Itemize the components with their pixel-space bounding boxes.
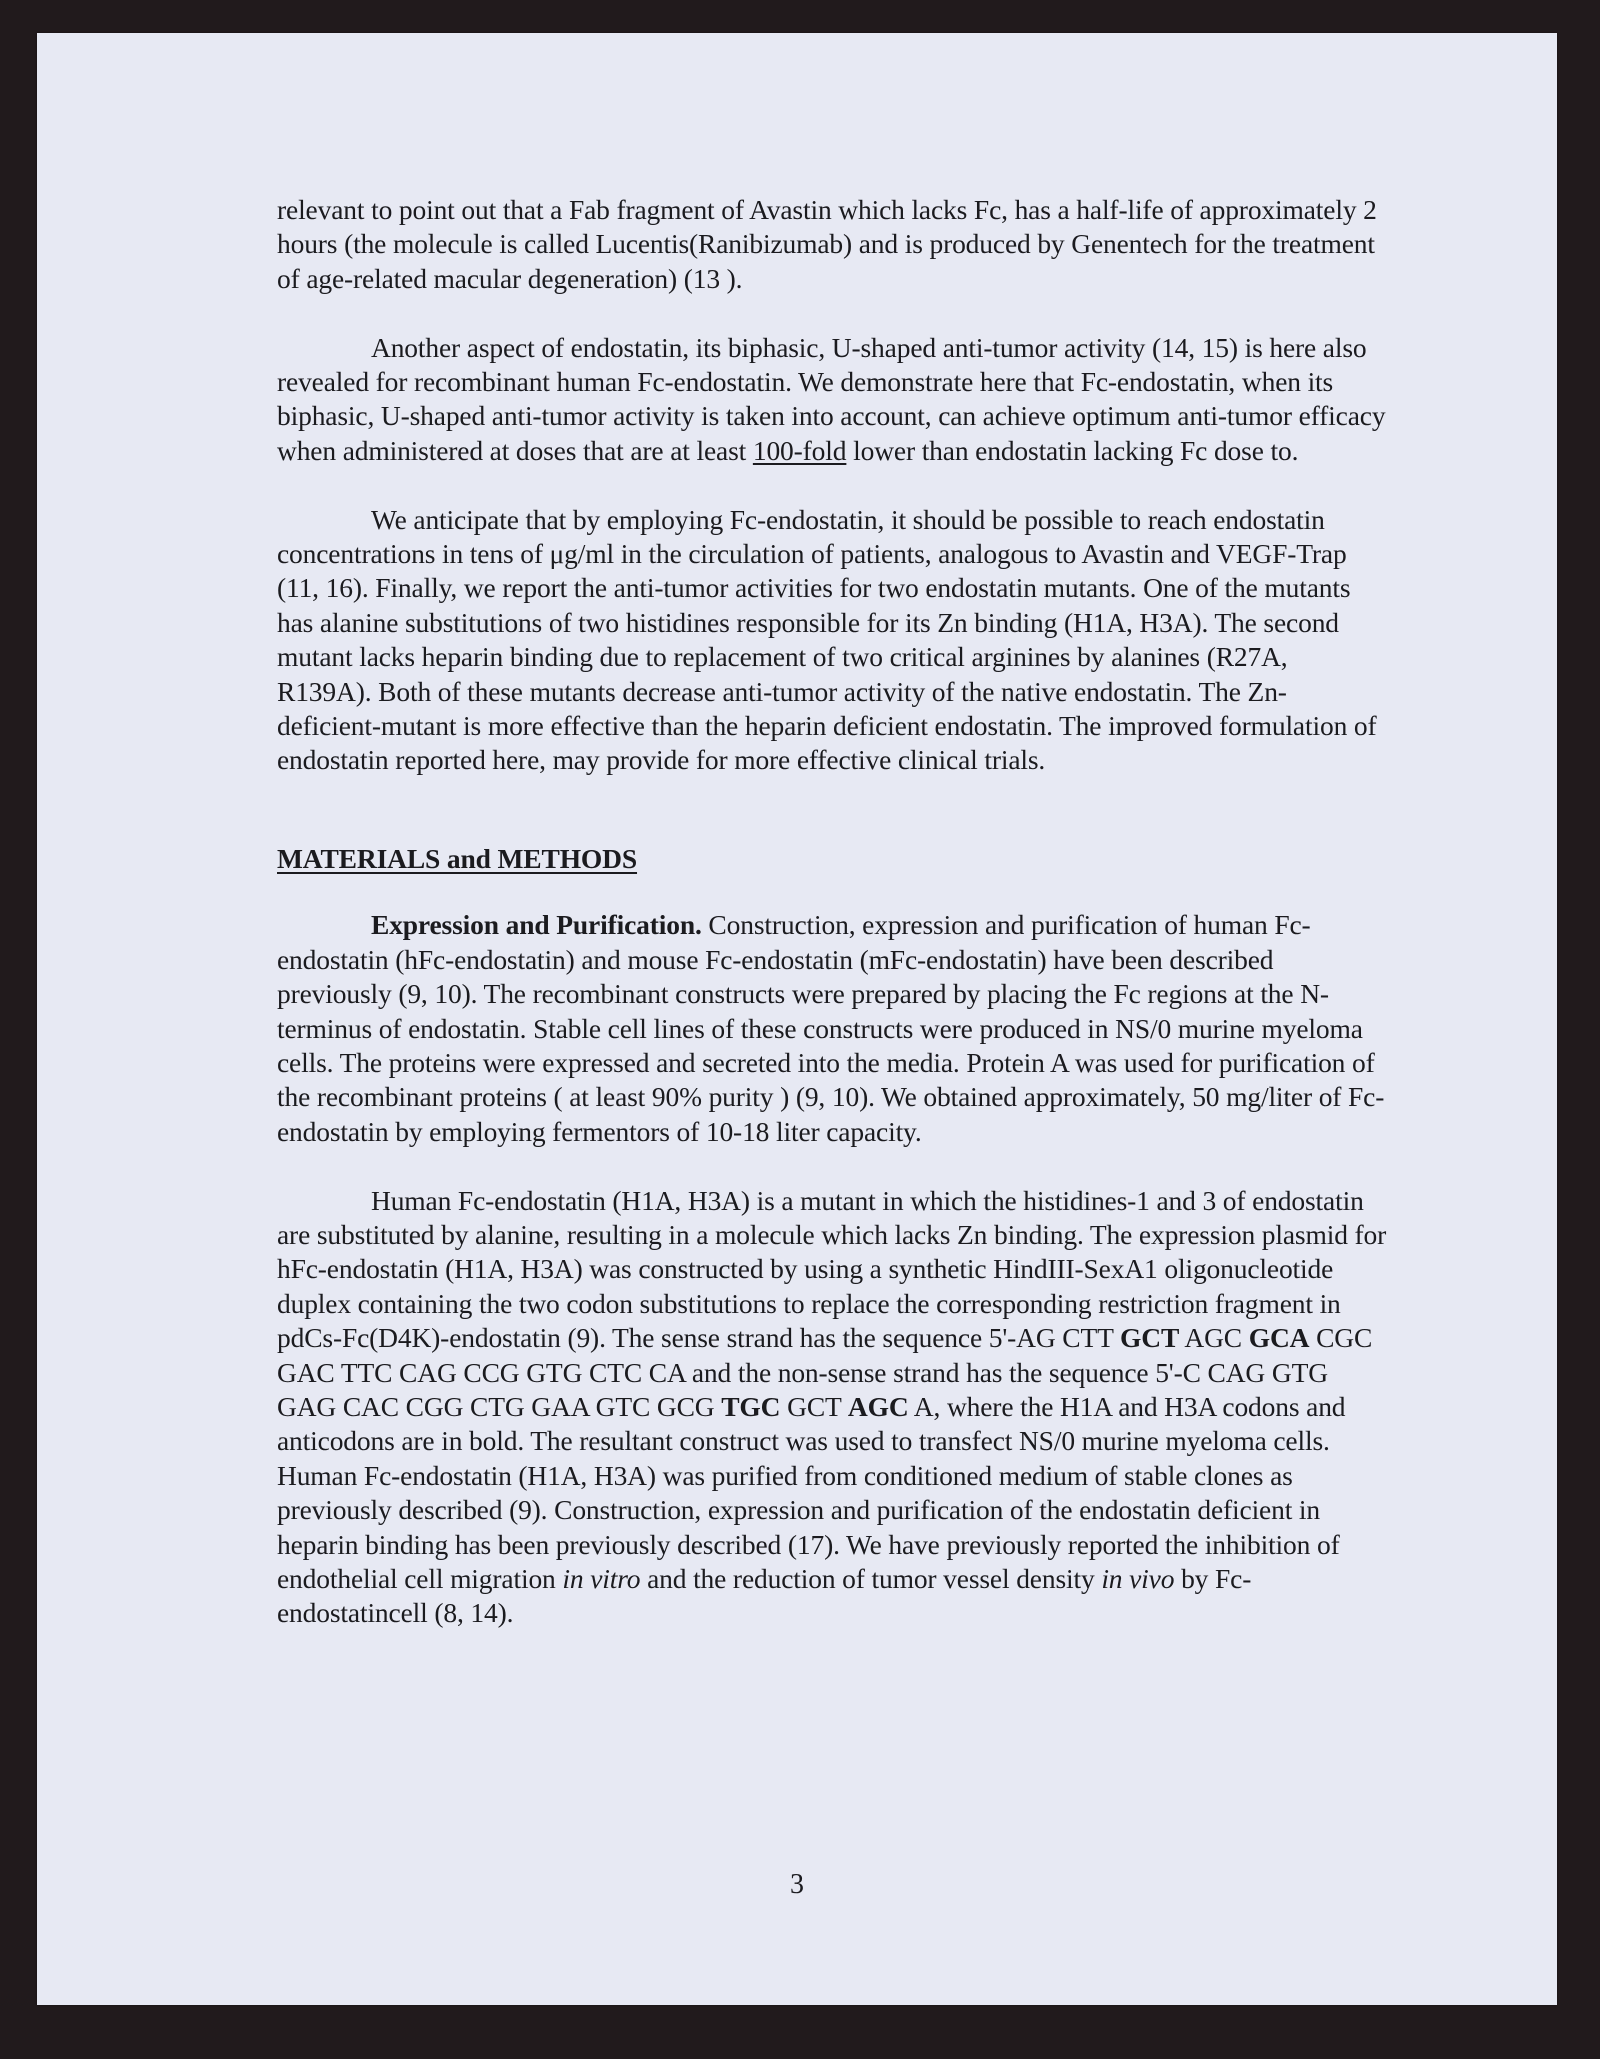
paragraph-endostatin-mutants: We anticipate that by employing Fc-endostatin, it should be possible to reach endostatin concentrations in tens of μg/ml in the circulation of patients, analogous to Avastin and VEGF-Trap (11, 16). Finally, we report the anti-tumor activities for two endostatin mutants. One of the mutants has alanine substitutions of two histidines responsible for its Zn binding (H1A, H3A). The second mutant lacks heparin binding due to replacement of two critical arginines by alanines (R27A, R139A). Both of these mutants decrease anti-tumor activity of the native endostatin. The Zn-deficient-mutant is more effective than the heparin deficient endostatin. The improved formulation of endostatin reported here, may provide for more effective clinical trials. <box>277 503 1377 776</box>
paragraph-text: AGC <box>1179 1322 1249 1354</box>
page-body <box>277 193 1387 1665</box>
bold-codon: GCA <box>1248 1322 1310 1354</box>
paragraph-expression-purification <box>277 908 1387 1149</box>
underlined-emphasis: 100-fold <box>752 434 847 466</box>
document-page <box>37 33 1557 2005</box>
paragraph-text: Another aspect of endostatin, its biphasic, U-shaped anti-tumor activity (14, 15) is here also revealed for recombinant human Fc-endostatin. We demonstrate here that Fc-endostatin, when its biphasic, U-shaped anti-tumor activity is taken into account, can achieve optimum anti-tumor efficacy when administered at doses that are at least <box>277 331 1386 466</box>
bold-anticodon: TGC <box>721 1390 781 1422</box>
paragraph-text: Construction, expression and purification of human Fc-endostatin (hFc-endostatin) and mouse Fc-endostatin (mFc-endostatin) have been described previously (9, 10). The recombinant constructs were prepared by placing the Fc regions at the N-terminus of endostatin. Stable cell lines of these constructs were produced in NS/0 murine myeloma cells. The proteins were expressed and secreted into the media. Protein A was used for purification of the recombinant proteins ( at least 90% purity ) (9, 10). We obtained approximately, 50 mg/liter of Fc-endostatin by employing fermentors of 10-18 liter capacity. <box>277 909 1385 1147</box>
paragraph-text: by Fc-endostatincell (8, 14). <box>277 1562 1252 1629</box>
italic-term: in vitro <box>562 1562 641 1594</box>
paragraph-text: and the reduction of tumor vessel density <box>640 1562 1102 1594</box>
paragraph-biphasic-activity <box>277 331 1387 469</box>
run-in-heading: Expression and Purification. <box>371 909 702 941</box>
bold-codon: GCT <box>1120 1322 1180 1354</box>
paragraph-text: lower than endostatin lacking Fc dose to. <box>846 434 1299 466</box>
bold-anticodon: AGC <box>847 1390 909 1422</box>
paragraph-text: A, where the H1A and H3A codons and anticodons are in bold. The resultant construct was used to transfect NS/0 murine myeloma cells. Human Fc-endostatin (H1A, H3A) was purified from conditioned medium of stable clones as previously described (9). Construction, expression and purification of the endostatin deficient in heparin binding has been previously described (17). We have previously reported the inhibition of endothelial cell migration <box>277 1390 1346 1594</box>
paragraph-text: CGC GAC TTC CAG CCG GTG CTC CA and the non-sense strand has the sequence 5'-C CAG GTG GAG CAC CGG CTG GAA GTC GCG <box>277 1322 1373 1422</box>
page-number: 3 <box>790 1869 804 1900</box>
paragraph-text: GCT <box>780 1390 848 1422</box>
paragraph-lucentis: relevant to point out that a Fab fragment of Avastin which lacks Fc, has a half-life of approximately 2 hours (the molecule is called Lucentis(Ranibizumab) and is produced by Genentech for the treatment of age-related macular degeneration) (13 ). <box>277 194 1377 294</box>
paragraph-h1a-h3a-mutant <box>277 1184 1387 1631</box>
paragraph-text: Human Fc-endostatin (H1A, H3A) is a mutant in which the histidines-1 and 3 of endostatin are substituted by alanine, resulting in a molecule which lacks Zn binding. The expression plasmid for hFc-endostatin (H1A, H3A) was constructed by using a synthetic HindIII-SexA1 oligonucleotide duplex containing the two codon substitutions to replace the corresponding restriction fragment in pdCs-Fc(D4K)-endostatin (9). The sense strand has the sequence 5'-AG CTT <box>277 1184 1387 1354</box>
italic-term: in vivo <box>1101 1562 1175 1594</box>
section-heading-materials-methods: MATERIALS and METHODS <box>277 842 638 874</box>
